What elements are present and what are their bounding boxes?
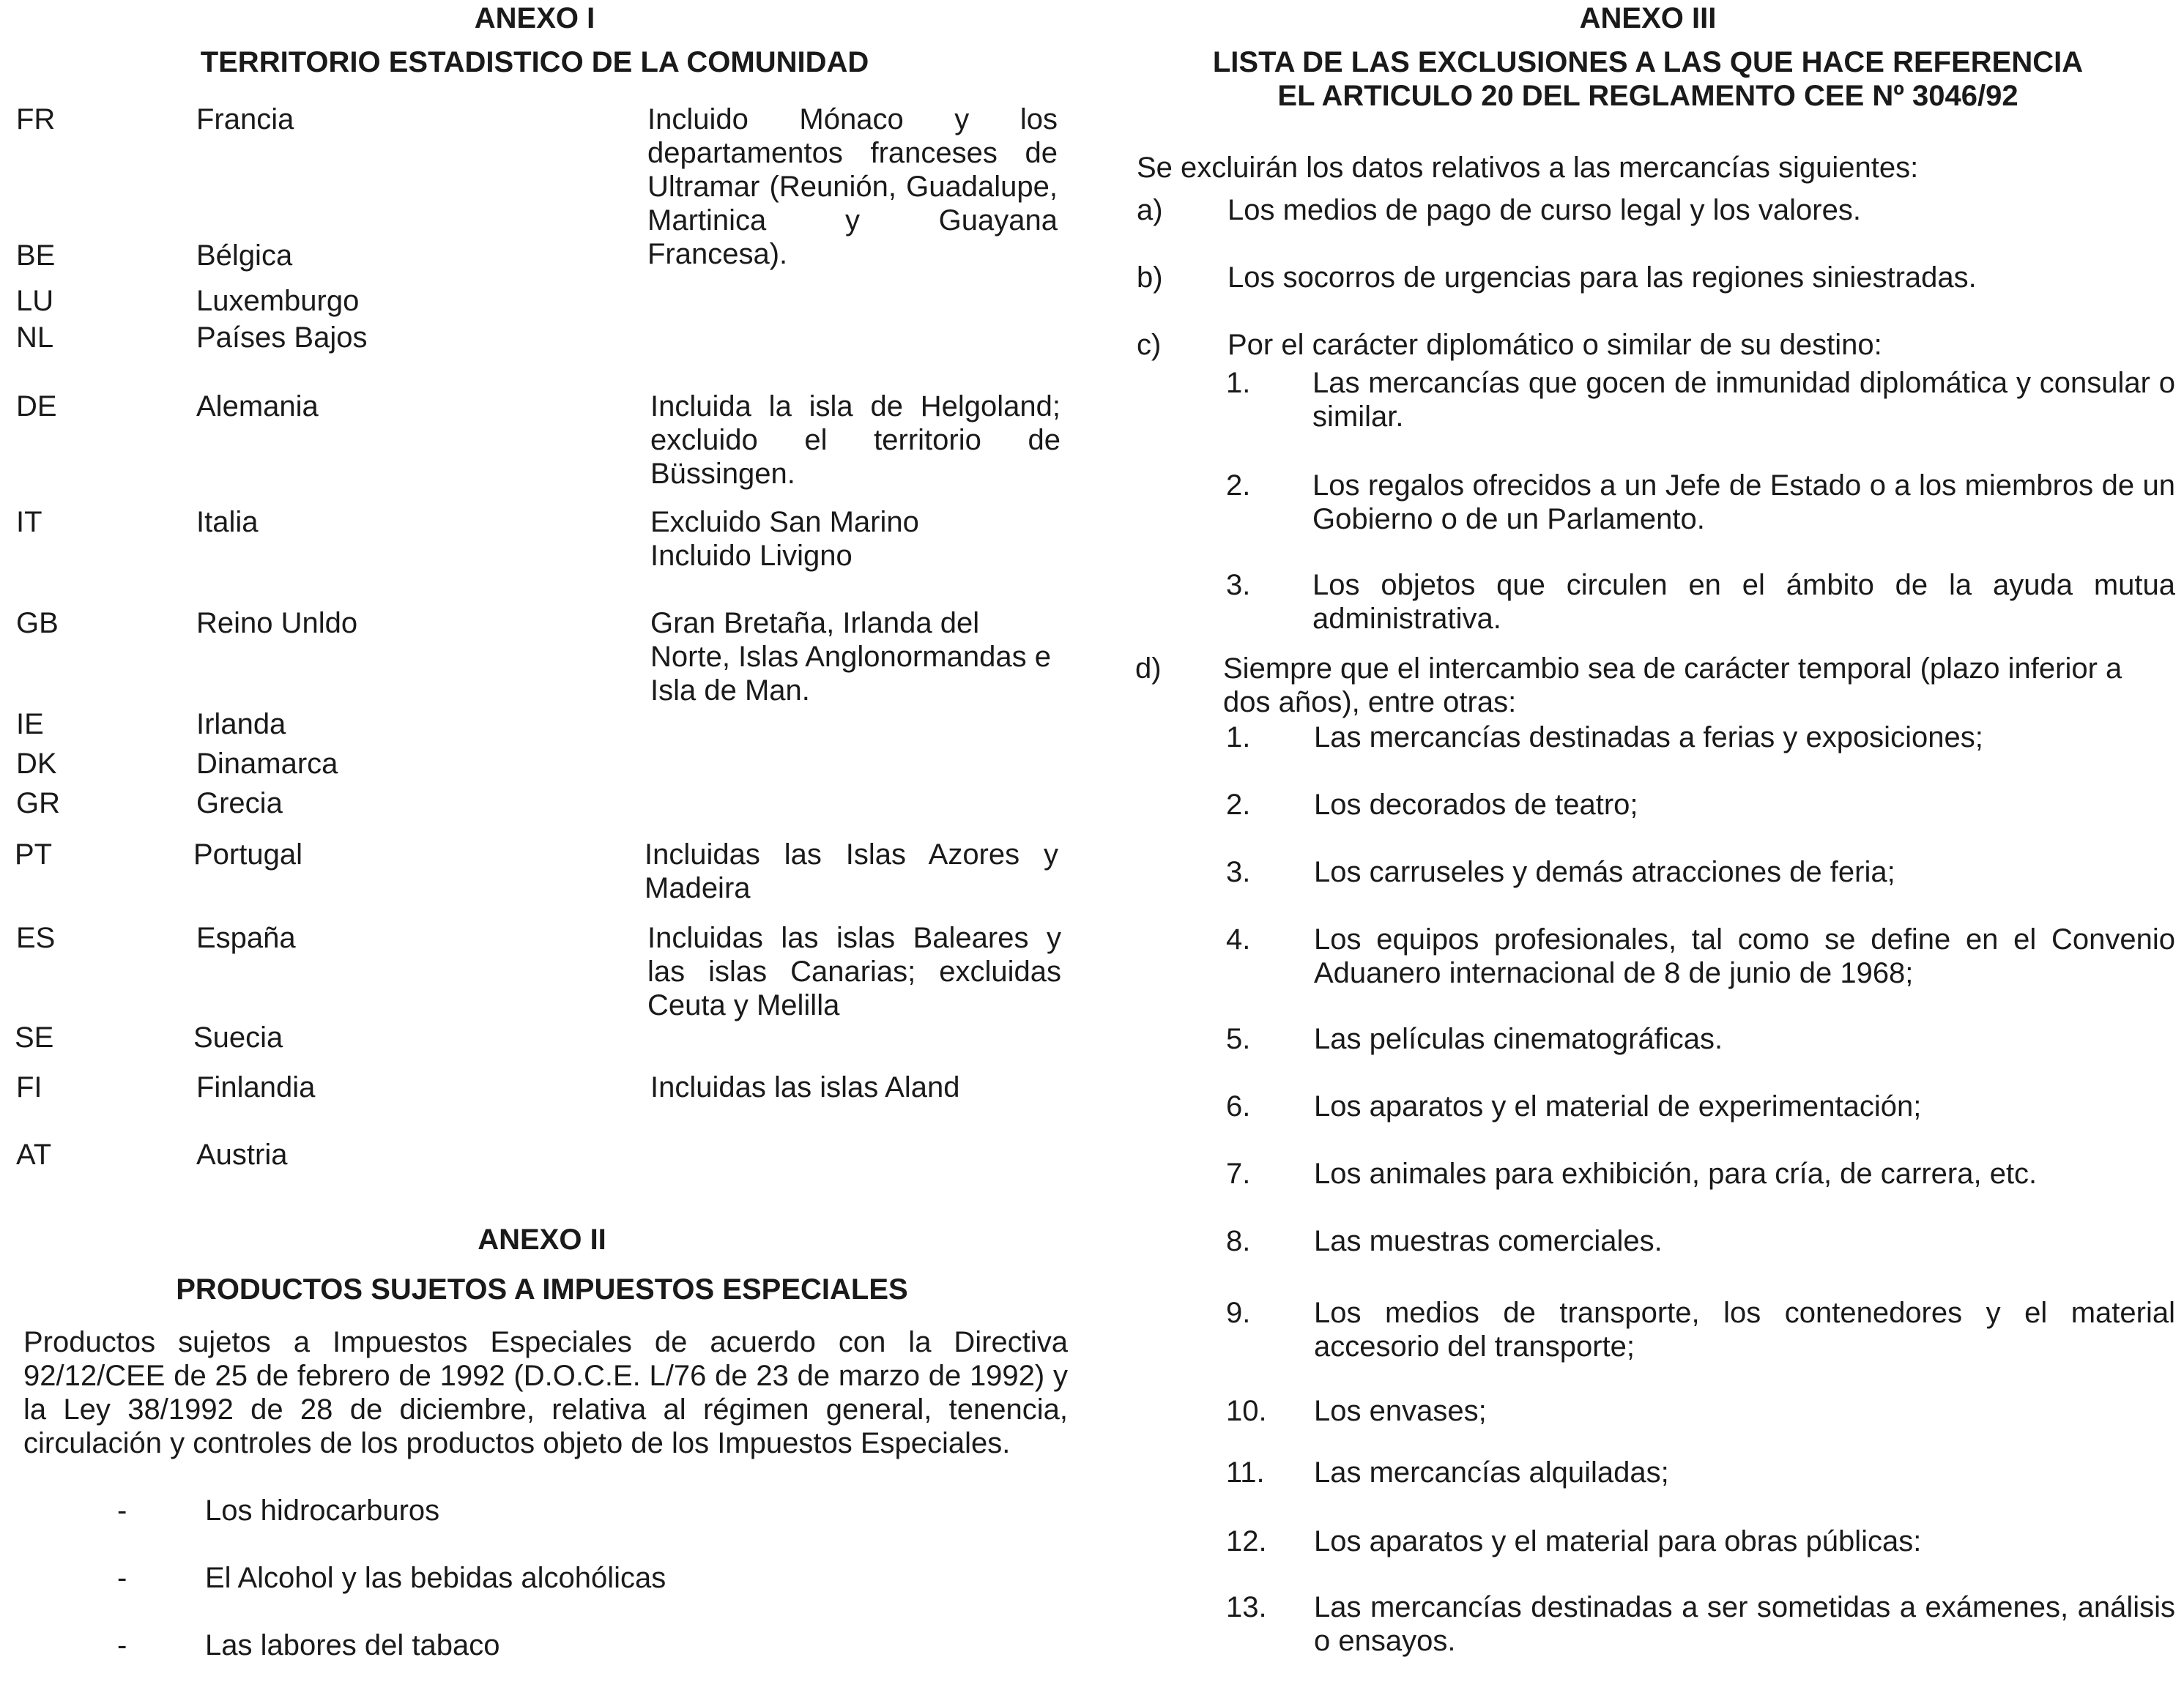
country-code: PT	[15, 838, 53, 871]
item-text: Los decorados de teatro;	[1314, 789, 1638, 821]
annex2-title: ANEXO II	[478, 1224, 606, 1256]
annex3-subtitle-line2: EL ARTICULO 20 DEL REGLAMENTO CEE Nº 3046/92	[1277, 80, 2018, 112]
item-text: Los carruseles y demás atracciones de feria;	[1314, 856, 1895, 888]
item-text-c: Por el carácter diplomático o similar de su destino:	[1227, 329, 1882, 361]
country-name: Austria	[196, 1139, 288, 1171]
item-text: Las mercancías alquiladas;	[1314, 1456, 1669, 1489]
country-name: Reino Unldo	[196, 607, 358, 639]
country-note: Incluidas las Islas Azores y Madeira	[645, 838, 1058, 904]
country-code: IE	[16, 708, 44, 740]
country-note: Incluido Mónaco y los departamentos franceses de Ultramar (Reunión, Guadalupe, Martinica y Guayana Francesa).	[647, 103, 1058, 270]
annex3-intro: Se excluirán los datos relativos a las mercancías siguientes:	[1137, 152, 1919, 184]
country-code: FI	[16, 1071, 42, 1103]
country-note: Incluida la isla de Helgoland; excluido el territorio de Büssingen.	[650, 390, 1061, 490]
country-name: España	[196, 922, 296, 954]
country-code: IT	[16, 506, 42, 538]
item-number: 9.	[1226, 1297, 1251, 1329]
item-text: El Alcohol y las bebidas alcohólicas	[205, 1562, 666, 1594]
item-number: 1.	[1226, 367, 1251, 399]
item-text: Los medios de transporte, los contenedores y el material accesorio del transporte;	[1314, 1297, 2175, 1363]
item-text: Los objetos que circulen en el ámbito de la ayuda mutua administrativa.	[1312, 569, 2175, 635]
item-number: 1.	[1226, 721, 1251, 753]
item-number: 3.	[1226, 856, 1251, 888]
country-name: Portugal	[193, 838, 302, 871]
item-number: 11.	[1226, 1456, 1265, 1489]
country-code: AT	[16, 1139, 52, 1171]
item-text: Las mercancías destinadas a ser sometidas a exámenes, análisis o ensayos.	[1314, 1591, 2175, 1657]
country-name: Alemania	[196, 390, 319, 422]
item-label-b: b)	[1137, 261, 1163, 294]
annex1-subtitle: TERRITORIO ESTADISTICO DE LA COMUNIDAD	[200, 46, 869, 78]
country-code: FR	[16, 103, 56, 135]
country-note: Incluidas las islas Baleares y las islas Canarias; excluidas Ceuta y Melilla	[647, 922, 1061, 1021]
item-text: Los aparatos y el material para obras públicas:	[1314, 1525, 1922, 1557]
item-number: 7.	[1226, 1158, 1251, 1190]
item-text: Los regalos ofrecidos a un Jefe de Estado o a los miembros de un Gobierno o de un Parlamento.	[1312, 469, 2175, 535]
country-name: Suecia	[193, 1021, 283, 1054]
bullet: -	[117, 1494, 127, 1527]
country-note: Excluido San Marino Incluido Livigno	[650, 506, 919, 572]
country-code: GB	[16, 607, 59, 639]
item-text-b: Los socorros de urgencias para las regiones siniestradas.	[1227, 261, 1977, 294]
item-label-c: c)	[1137, 329, 1162, 361]
country-name: Italia	[196, 506, 259, 538]
item-number: 10.	[1226, 1395, 1267, 1427]
annex2-intro: Productos sujetos a Impuestos Especiales de acuerdo con la Directiva 92/12/CEE de 25 de febrero de 1992 (D.O.C.E. L/76 de 23 de marzo de 1992) y la Ley 38/1992 de 28 de diciembre, relativa al régimen general, tenencia, circulación y controles de los productos objeto de los Impuestos Especiales.	[23, 1326, 1068, 1459]
country-note: Gran Bretaña, Irlanda del Norte, Islas Anglonormandas e Isla de Man.	[650, 607, 1051, 707]
country-name: Bélgica	[196, 239, 293, 272]
country-name: Grecia	[196, 787, 283, 819]
item-text: Las películas cinematográficas.	[1314, 1023, 1723, 1055]
item-number: 2.	[1226, 789, 1251, 821]
bullet: -	[117, 1629, 127, 1661]
country-name: Dinamarca	[196, 748, 338, 780]
annex1-title: ANEXO I	[474, 2, 595, 34]
item-text: Las labores del tabaco	[205, 1629, 500, 1661]
item-text: Los envases;	[1314, 1395, 1487, 1427]
item-number: 6.	[1226, 1090, 1251, 1123]
country-name: Luxemburgo	[196, 285, 360, 317]
country-code: NL	[16, 321, 54, 354]
country-code: DK	[16, 748, 57, 780]
item-text: Los animales para exhibición, para cría, de carrera, etc.	[1314, 1158, 2038, 1190]
annex2-subtitle: PRODUCTOS SUJETOS A IMPUESTOS ESPECIALES	[176, 1273, 908, 1306]
country-code: BE	[16, 239, 56, 272]
country-code: GR	[16, 787, 60, 819]
item-label-a: a)	[1137, 194, 1163, 226]
item-label-d: d)	[1135, 652, 1162, 685]
country-code: DE	[16, 390, 57, 422]
item-text: Las muestras comerciales.	[1314, 1225, 1663, 1257]
bullet: -	[117, 1562, 127, 1594]
country-code: SE	[15, 1021, 54, 1054]
item-number: 8.	[1226, 1225, 1251, 1257]
country-name: Irlanda	[196, 708, 286, 740]
country-name: Países Bajos	[196, 321, 368, 354]
item-number: 13.	[1226, 1591, 1267, 1623]
item-number: 5.	[1226, 1023, 1251, 1055]
item-number: 12.	[1226, 1525, 1267, 1557]
country-code: ES	[16, 922, 56, 954]
annex3-title: ANEXO III	[1579, 2, 1717, 34]
country-name: Finlandia	[196, 1071, 316, 1103]
item-text: Los aparatos y el material de experimentación;	[1314, 1090, 1922, 1123]
country-name: Francia	[196, 103, 294, 135]
item-number: 4.	[1226, 923, 1251, 956]
item-text: Las mercancías destinadas a ferias y exposiciones;	[1314, 721, 1983, 753]
country-note: Incluidas las islas Aland	[650, 1071, 960, 1103]
item-text: Las mercancías que gocen de inmunidad diplomática y consular o similar.	[1312, 367, 2175, 433]
item-number: 2.	[1226, 469, 1251, 502]
item-number: 3.	[1226, 569, 1251, 601]
country-code: LU	[16, 285, 54, 317]
item-text: Los equipos profesionales, tal como se define en el Convenio Aduanero internacional de 8 de junio de 1968;	[1314, 923, 2175, 989]
item-text: Los hidrocarburos	[205, 1494, 440, 1527]
item-text-d: Siempre que el intercambio sea de carácter temporal (plazo inferior a dos años), entre otras:	[1223, 652, 2122, 718]
item-text-a: Los medios de pago de curso legal y los valores.	[1227, 194, 1861, 226]
annex3-subtitle-line1: LISTA DE LAS EXCLUSIONES A LAS QUE HACE REFERENCIA	[1212, 46, 2084, 78]
